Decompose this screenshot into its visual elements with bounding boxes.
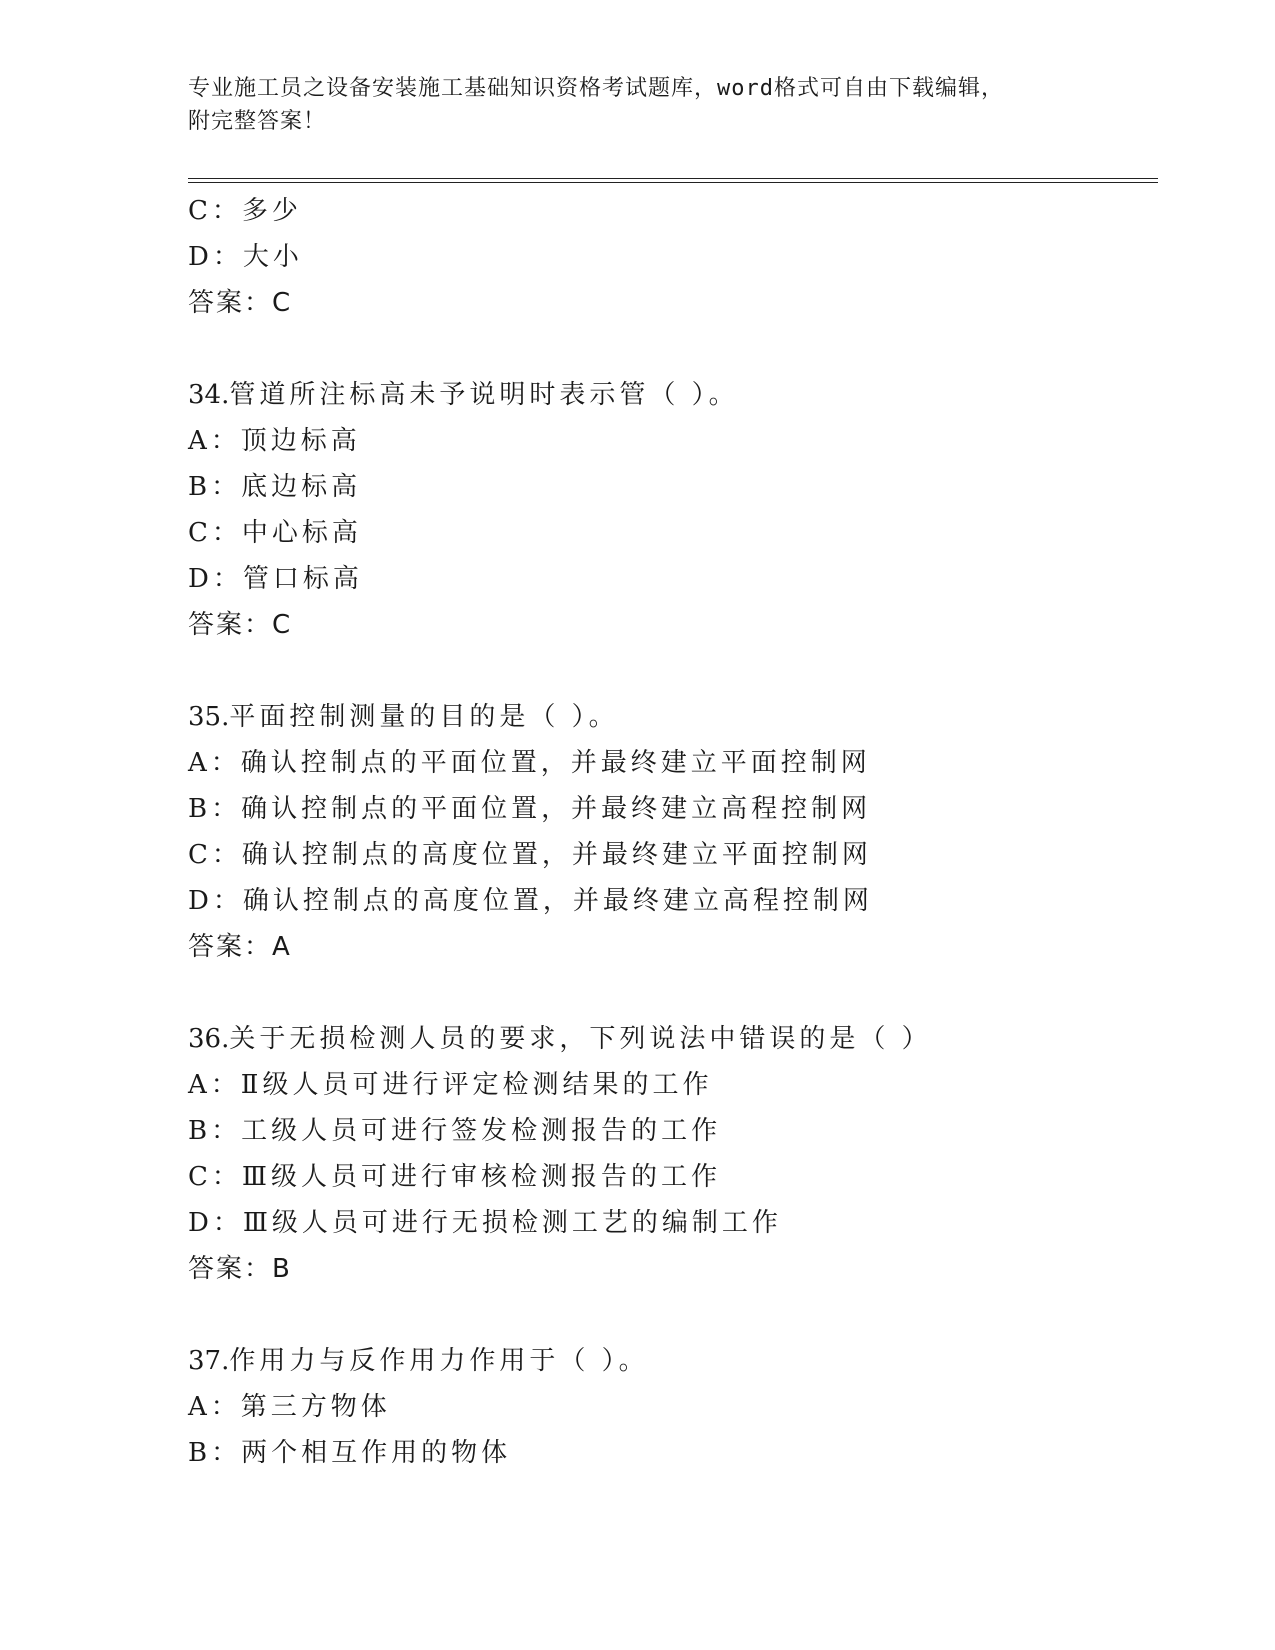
option-d: D：Ⅲ级人员可进行无损检测工艺的编制工作 <box>188 1208 782 1238</box>
header-line-1: 专业施工员之设备安装施工基础知识资格考试题库，word格式可自由下载编辑， <box>188 76 1004 101</box>
question-35 <box>188 694 1158 970</box>
answer: 答案：A <box>188 932 292 962</box>
option-b: B：底边标高 <box>188 472 362 502</box>
question-37 <box>188 1338 1158 1476</box>
option-a: A：Ⅱ级人员可进行评定检测结果的工作 <box>188 1070 713 1100</box>
question-stem: 35.平面控制测量的目的是（ ）。 <box>188 702 619 732</box>
option-d: D：管口标高 <box>188 564 363 594</box>
header-divider <box>188 178 1158 183</box>
option-d: D：大小 <box>188 242 303 272</box>
option-b: B：工级人员可进行签发检测报告的工作 <box>188 1116 722 1146</box>
question-34 <box>188 372 1158 648</box>
option-a: A：顶边标高 <box>188 426 361 456</box>
option-a: A：确认控制点的平面位置，并最终建立平面控制网 <box>188 748 871 778</box>
option-a: A：第三方物体 <box>188 1392 391 1422</box>
question-stem: 36.关于无损检测人员的要求，下列说法中错误的是（ ） <box>188 1024 932 1054</box>
answer: 答案：C <box>188 288 293 318</box>
question-stem: 34.管道所注标高未予说明时表示管（ ）。 <box>188 380 739 410</box>
answer: 答案：B <box>188 1254 292 1284</box>
header-line-2: 附完整答案！ <box>188 109 327 134</box>
option-b: B：确认控制点的平面位置，并最终建立高程控制网 <box>188 794 872 824</box>
question-36 <box>188 1016 1158 1292</box>
option-d: D：确认控制点的高度位置，并最终建立高程控制网 <box>188 886 873 916</box>
answer: 答案：C <box>188 610 293 640</box>
option-b: B：两个相互作用的物体 <box>188 1438 512 1468</box>
prev-question <box>188 188 1158 326</box>
question-list <box>188 188 1158 1476</box>
option-c: C：确认控制点的高度位置，并最终建立平面控制网 <box>188 840 872 870</box>
option-c: C：中心标高 <box>188 518 362 548</box>
question-stem: 37.作用力与反作用力作用于（ ）。 <box>188 1346 649 1376</box>
option-c: C：Ⅲ级人员可进行审核检测报告的工作 <box>188 1162 721 1192</box>
option-c: C：多少 <box>188 196 302 226</box>
page-header <box>188 72 1088 138</box>
